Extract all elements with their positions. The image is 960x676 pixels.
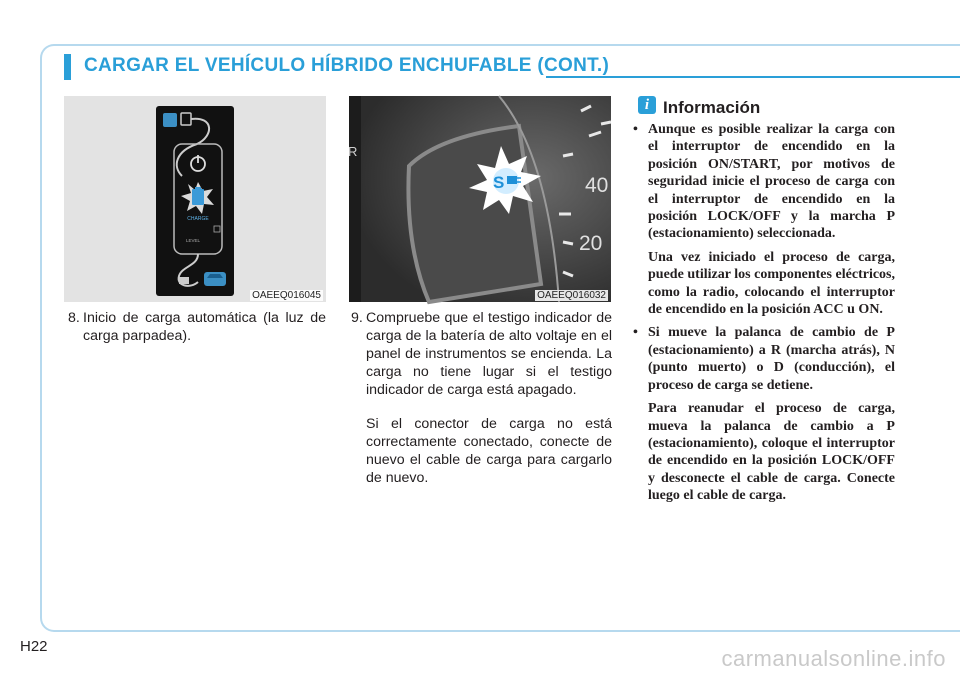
level-label: LEVEL xyxy=(186,238,201,243)
figure-charging-indicator xyxy=(64,96,326,302)
info-item xyxy=(631,121,895,318)
step-8 xyxy=(68,309,326,345)
bullet: • xyxy=(633,122,638,137)
info-title: Información xyxy=(663,98,761,117)
info-paragraph: Para reanudar el proceso de carga, mueva la palanca de cambio a P (estacionamiento), coloque el interruptor de encendido en la posición LOCK/OFF y desconecte el cable de carga. Conecte luego el cable de carga. xyxy=(648,401,895,504)
battery-icon xyxy=(192,189,204,205)
step-number: 8. xyxy=(68,310,80,326)
title-rule xyxy=(546,76,960,78)
figure-code: OAEEQ016045 xyxy=(252,290,321,301)
bullet: • xyxy=(633,325,638,341)
charge-label: CHARGE xyxy=(187,216,209,222)
step-text: Inicio de carga automática (la luz de carga parpadea). xyxy=(83,310,326,344)
charging-indicator-illustration xyxy=(64,96,326,302)
section-title: CARGAR EL VEHÍCULO HÍBRIDO ENCHUFABLE (CONT.) xyxy=(84,55,610,76)
plug-icon xyxy=(163,113,177,127)
figure-instrument-cluster xyxy=(349,96,611,302)
charging-indicator-icon: S xyxy=(493,173,505,192)
step-9 xyxy=(351,309,612,399)
info-paragraph: Una vez iniciado el proceso de carga, puede utilizar los componentes eléctricos, como la radio, colocando el interruptor de encendido en la posición ACC u ON. xyxy=(648,249,895,318)
step-9-note: Si el conector de carga no está correctamente conectado, conecte de nuevo el cable de carga para cargarlo de nuevo. xyxy=(366,416,612,486)
info-paragraph: Si mueve la palanca de cambio de P (estacionamiento) a R (marcha atrás), N (punto muerto) o D (conducción), el proceso de carga se detiene. xyxy=(648,325,895,393)
info-icon: i xyxy=(638,96,656,114)
gear-r-label: R xyxy=(348,144,358,159)
instrument-cluster-illustration xyxy=(349,96,611,302)
speed-20-label: 20 xyxy=(579,232,603,255)
figure-code: OAEEQ016032 xyxy=(537,290,606,301)
info-item xyxy=(631,324,895,504)
speed-40-label: 40 xyxy=(585,174,609,197)
title-accent-bar xyxy=(64,54,71,80)
step-number: 9. xyxy=(351,310,363,326)
page-number: H22 xyxy=(20,638,48,655)
step-text: Compruebe que el testigo indicador de carga de la batería de alto voltaje en el panel de instrumentos se encienda. La carga no tiene lugar si el testigo indicador de carga está apagado. xyxy=(366,310,612,398)
info-paragraph: Aunque es posible realizar la carga con el interruptor de encendido en la posición ON/START, por motivos de seguridad inicie el proceso de carga con el interruptor de encendido en la posición LOCK/OFF y la marcha P (estacionamiento) seleccionada. xyxy=(648,122,895,242)
info-list xyxy=(631,121,895,511)
watermark: carmanualsonline.info xyxy=(721,646,946,671)
